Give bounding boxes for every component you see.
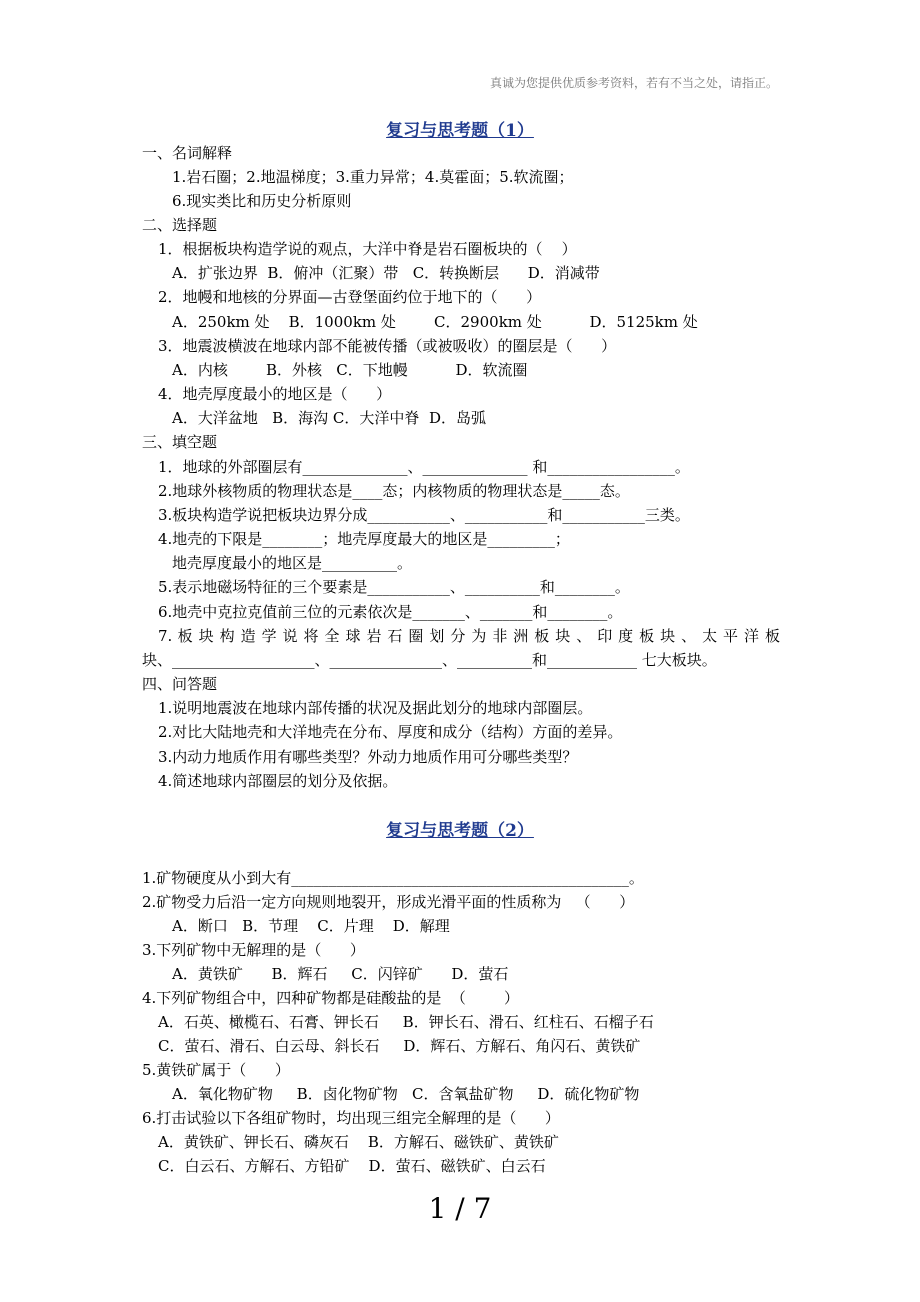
s2-q4-option-a: A．石英、橄榄石、石膏、钾长石 B．钾长石、滑石、红柱石、石榴子石 bbox=[158, 1013, 654, 1031]
part2-q4-options: A．大洋盆地 B．海沟 C．大洋中脊 D．岛弧 bbox=[172, 409, 486, 427]
part2-q4: 4．地壳厚度最小的地区是（ ） bbox=[158, 385, 392, 403]
part2-q3: 3．地震波横波在地球内部不能被传播（或被吸收）的圈层是（ ） bbox=[158, 337, 617, 355]
page-number: 1 / 7 bbox=[428, 1192, 492, 1225]
s2-q6-option-a: A．黄铁矿、钾长石、磷灰石 B．方解石、磁铁矿、黄铁矿 bbox=[158, 1133, 559, 1151]
part4-q3: 3.内动力地质作用有哪些类型？外动力地质作用可分哪些类型？ bbox=[158, 748, 578, 766]
s2-q2-options: A．断口 B．节理 C．片理 D．解理 bbox=[172, 917, 450, 935]
part4-q1: 1.说明地震波在地球内部传播的状况及据此划分的地球内部圈层。 bbox=[158, 699, 593, 717]
header-note: 真诚为您提供优质参考资料，若有不当之处，请指正。 bbox=[489, 76, 778, 90]
s2-q2: 2.矿物受力后沿一定方向规则地裂开，形成光滑平面的性质称为 （ ） bbox=[142, 893, 635, 911]
section1-title: 复习与思考题（1） bbox=[386, 121, 534, 141]
s2-q4-option-c: C．萤石、滑石、白云母、斜长石 D．辉石、方解石、角闪石、黄铁矿 bbox=[158, 1037, 641, 1055]
part2-q2: 2．地幔和地核的分界面—古登堡面约位于地下的（ ） bbox=[158, 288, 542, 306]
part2-q1: 1．根据板块构造学说的观点，大洋中脊是岩石圈板块的（ ） bbox=[158, 240, 577, 258]
s2-q4: 4.下列矿物组合中，四种矿物都是硅酸盐的是 （ ） bbox=[142, 989, 519, 1007]
part4-q2: 2.对比大陆地壳和大洋地壳在分布、厚度和成分（结构）方面的差异。 bbox=[158, 723, 623, 741]
part3-q5: 5.表示地磁场特征的三个要素是___________、__________和________。 bbox=[158, 578, 630, 596]
s2-q3: 3.下列矿物中无解理的是（ ） bbox=[142, 941, 365, 959]
part3-q1: 1．地球的外部圈层有______________、______________ 和_________________。 bbox=[158, 458, 690, 476]
part3-q3: 3.板块构造学说把板块边界分成___________、___________和___________三类。 bbox=[158, 506, 690, 524]
part1-line2: 6.现实类比和历史分析原则 bbox=[172, 192, 352, 210]
section1-part1-heading: 一、名词解释 bbox=[142, 144, 233, 162]
s2-q6-option-c: C．白云石、方解石、方铅矿 D．萤石、磁铁矿、白云石 bbox=[158, 1157, 546, 1175]
part4-q4: 4.简述地球内部圈层的划分及依据。 bbox=[158, 772, 398, 790]
s2-q5-options: A．氧化物矿物 B．卤化物矿物 C．含氧盐矿物 D．硫化物矿物 bbox=[172, 1085, 640, 1103]
part3-q7b: 块、___________________、_______________、__________和____________ 七大板块。 bbox=[142, 651, 717, 669]
s2-q1: 1.矿物硬度从小到大有_____________________________________________。 bbox=[142, 869, 644, 887]
s2-q6: 6.打击试验以下各组矿物时，均出现三组完全解理的是（ ） bbox=[142, 1109, 560, 1127]
section2-title: 复习与思考题（2） bbox=[386, 821, 534, 841]
part3-q4b: 地壳厚度最小的地区是__________。 bbox=[172, 554, 413, 572]
part3-q4a: 4.地壳的下限是________；地壳厚度最大的地区是_________； bbox=[158, 530, 570, 548]
part1-line1: 1.岩石圈；2.地温梯度；3.重力异常；4.莫霍面；5.软流圈； bbox=[172, 168, 574, 186]
part2-q2-options: A．250km 处 B．1000km 处 C．2900km 处 D．5125km 处 bbox=[172, 313, 698, 331]
s2-q3-options: A．黄铁矿 B．辉石 C．闪锌矿 D．萤石 bbox=[172, 965, 509, 983]
s2-q5: 5.黄铁矿属于（ ） bbox=[142, 1061, 290, 1079]
part3-q7a: 7. 板 块 构 造 学 说 将 全 球 岩 石 圈 划 分 为 非 洲 板 块 、 印 度 板 块 、 太 平 洋 板 bbox=[158, 627, 780, 645]
section1-part2-heading: 二、选择题 bbox=[142, 216, 218, 234]
part3-q6: 6.地壳中克拉克值前三位的元素依次是_______、_______和________。 bbox=[158, 603, 623, 621]
part2-q1-options: A．扩张边界 B．俯冲（汇聚）带 C．转换断层 D．消减带 bbox=[172, 264, 600, 282]
part2-q3-options: A．内核 B．外核 C．下地幔 D．软流圈 bbox=[172, 361, 528, 379]
part3-q2: 2.地球外核物质的物理状态是____态；内核物质的物理状态是_____态。 bbox=[158, 482, 630, 500]
section1-part4-heading: 四、问答题 bbox=[142, 675, 218, 693]
section1-part3-heading: 三、填空题 bbox=[142, 433, 218, 451]
